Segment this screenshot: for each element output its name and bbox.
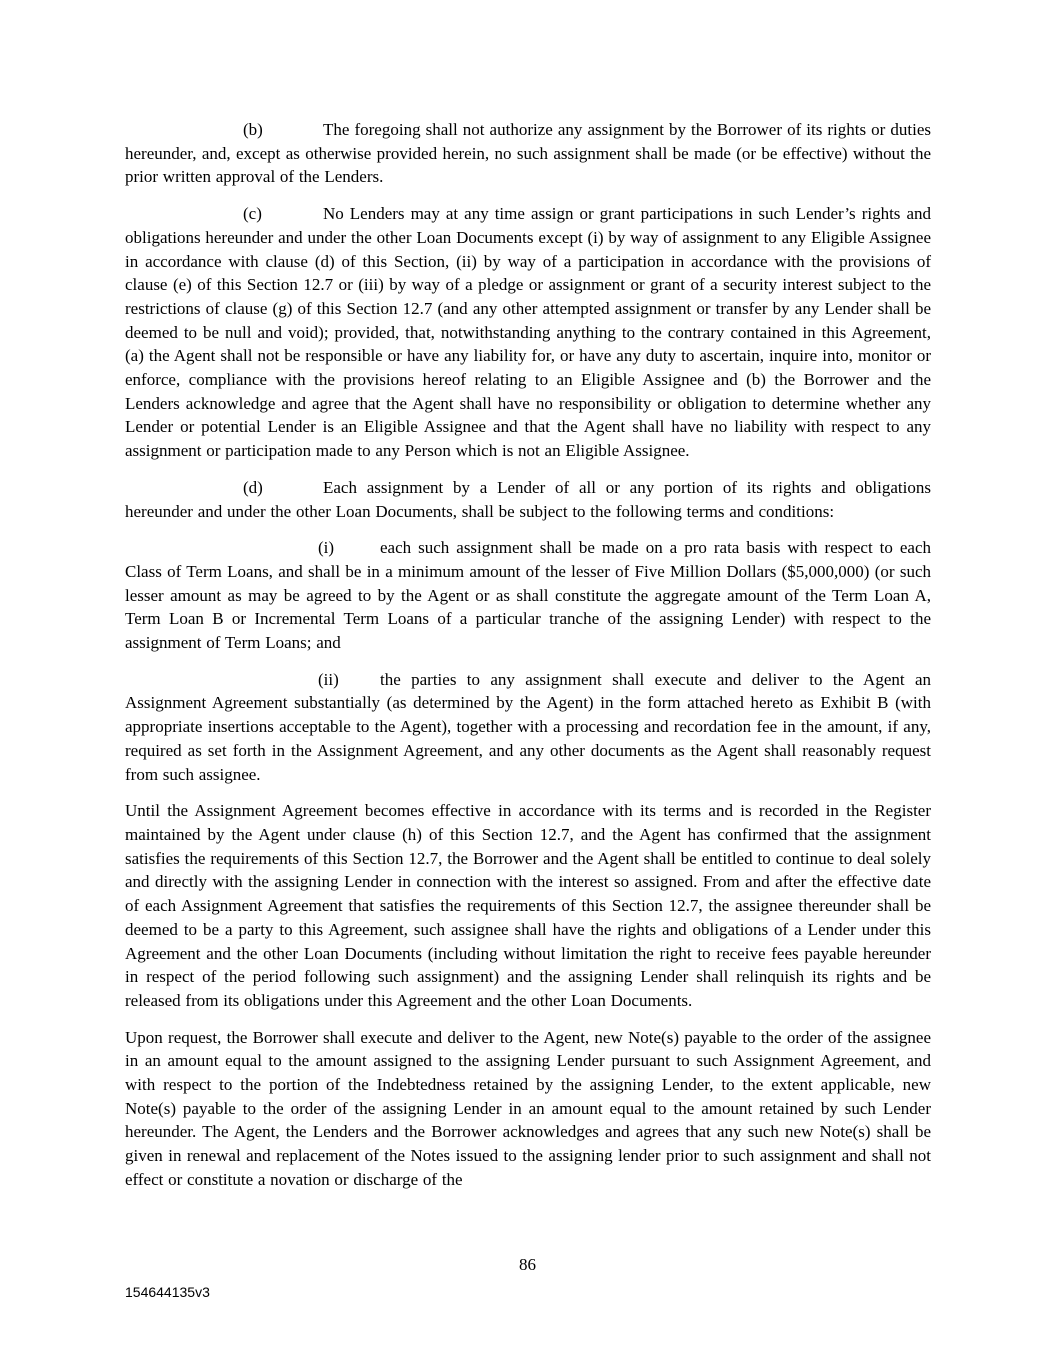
- paragraph-b-text: The foregoing shall not authorize any assignment by the Borrower of its rights or duties hereunder, and, except as otherwise provided herein, no such assignment shall be made (or be effective) without the prior written approval of the Lenders.: [125, 120, 931, 187]
- document-body: [125, 118, 931, 1205]
- document-version-id: 154644135v3: [125, 1284, 210, 1300]
- page-number: 86: [519, 1255, 536, 1274]
- clause-i-label: (i): [318, 538, 335, 558]
- paragraph-c-label: (c): [243, 204, 262, 224]
- clause-ii-label: (ii): [318, 669, 339, 689]
- clause-i: [125, 536, 931, 655]
- paragraph-d-label: (d): [243, 477, 263, 497]
- paragraph-c: [125, 202, 931, 463]
- paragraph-upon-request-text: Upon request, the Borrower shall execute and deliver to the Agent, new Note(s) payable to the order of the assignee in an amount equal to the amount assigned to the assigning Lender pursuant to such Assignment Agreement, and with respect to the portion of the Indebtedness retained by the assigning Lender, to the extent applicable, new Note(s) payable to the order of the assigning Lender in an amount equal to the amount retained by such Lender hereunder. The Agent, the Lenders and the Borrower acknowledges and agrees that any such new Note(s) shall be given in renewal and replacement of the Notes issued to the assigning lender prior to such assignment and shall not effect or constitute a novation or discharge of the: [125, 1027, 931, 1189]
- paragraph-until-assignment-text: Until the Assignment Agreement becomes effective in accordance with its terms and is recorded in the Register maintained by the Agent under clause (h) of this Section 12.7, and the Agent has confirmed that the assignment satisfies the requirements of this Section 12.7, the Borrower and the Agent shall be entitled to continue to deal solely and directly with the assigning Lender in connection with the interest so assigned. From and after the effective date of each Assignment Agreement that satisfies the requirements of this Section 12.7, the assignee thereunder shall be deemed to be a party to this Agreement, such assignee shall have the rights and obligations of a Lender under this Agreement and the other Loan Documents (including without limitation the right to receive fees payable hereunder in respect of the period following such assignment) and the assigning Lender shall relinquish its rights and be released from its obligations under this Agreement and the other Loan Documents.: [125, 801, 931, 1010]
- paragraph-c-text: No Lenders may at any time assign or grant participations in such Lender’s rights and obligations hereunder and under the other Loan Documents except (i) by way of assignment to any Eligible Assignee in accordance with clause (d) of this Section, (ii) by way of a participation in accordance with the provisions of clause (e) of this Section 12.7 or (iii) by way of a pledge or assignment or grant of a security interest subject to the restrictions of clause (g) of this Section 12.7 (and any other attempted assignment or transfer by any Lender shall be deemed to be null and void); provided, that, notwithstanding anything to the contrary contained in this Agreement, (a) the Agent shall not be responsible or have any liability for, or have any duty to ascertain, inquire into, monitor or enforce, compliance with the provisions hereof relating to an Eligible Assignee and (b) the Borrower and the Lenders acknowledge and agree that the Agent shall have no responsibility or obligation to determine whether any Lender or potential Lender is an Eligible Assignee and that the Agent shall have no liability with respect to any assignment or participation made to any Person which is not an Eligible Assignee.: [125, 204, 931, 461]
- clause-i-text: each such assignment shall be made on a pro rata basis with respect to each Class of Term Loans, and shall be in a minimum amount of the lesser of Five Million Dollars ($5,000,000) (or such lesser amount as may be agreed to by the Agent or as shall constitute the aggregate amount of the Term Loan A, Term Loan B or Incremental Term Loans of a particular tranche of the assigning Lender) with respect to the assignment of Term Loans; and: [125, 538, 931, 653]
- clause-ii: [125, 668, 931, 787]
- paragraph-until-assignment: [125, 799, 931, 1012]
- paragraph-b: [125, 118, 931, 189]
- paragraph-d: [125, 476, 931, 523]
- clause-ii-text: the parties to any assignment shall execute and deliver to the Agent an Assignment Agreement substantially (as determined by the Agent) in the form attached hereto as Exhibit B (with appropriate insertions acceptable to the Agent), together with a processing and recordation fee in the amount, if any, required as set forth in the Assignment Agreement, and any other documents as the Agent shall reasonably request from such assignee.: [125, 669, 931, 784]
- paragraph-d-text: Each assignment by a Lender of all or any portion of its rights and obligations hereunder and under the other Loan Documents, shall be subject to the following terms and conditions:: [125, 477, 931, 521]
- paragraph-b-label: (b): [243, 120, 263, 139]
- paragraph-upon-request: [125, 1026, 931, 1192]
